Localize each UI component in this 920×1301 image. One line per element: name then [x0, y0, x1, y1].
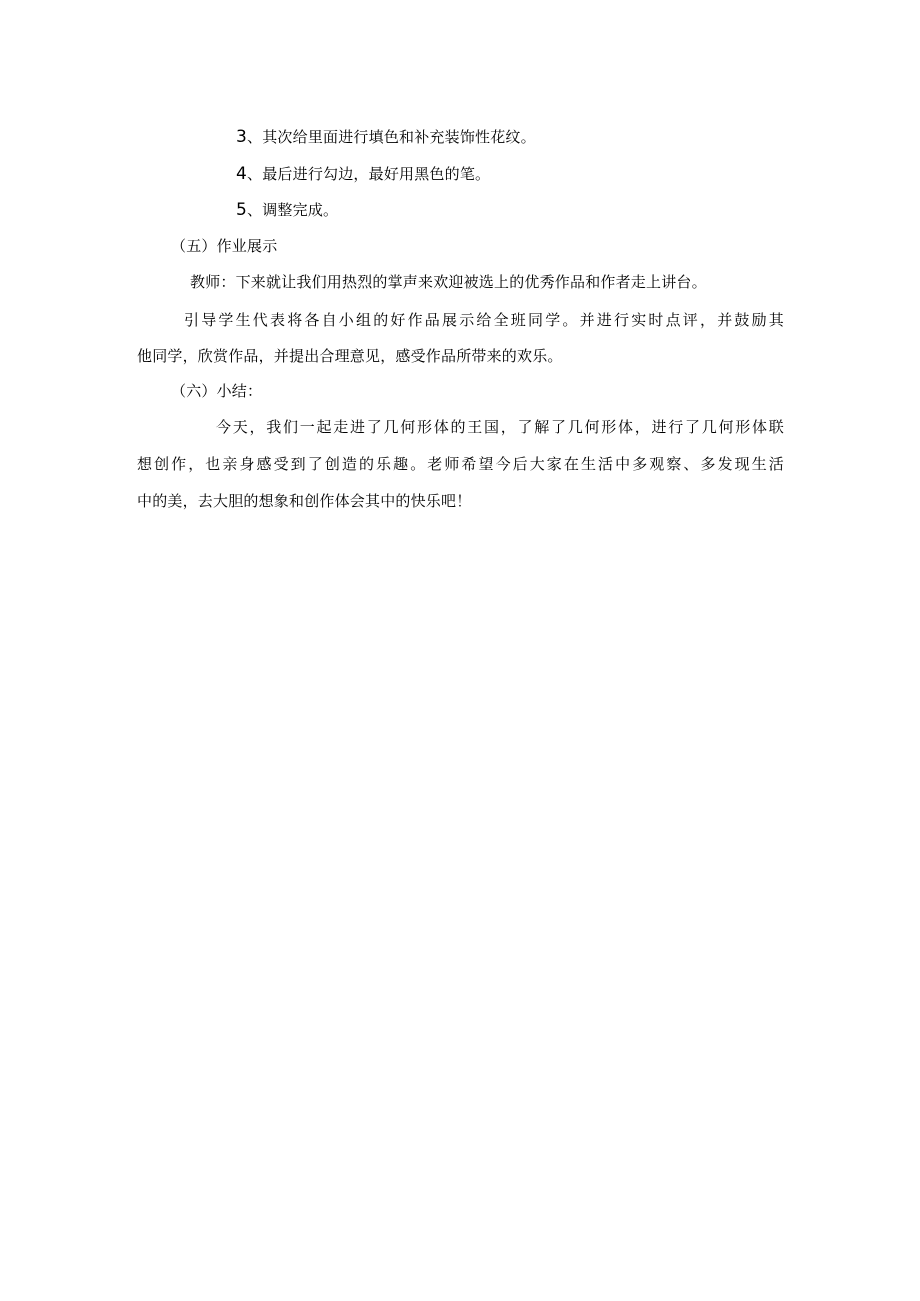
summary-line-1: 今天，我们一起走进了几何形体的王国，了解了几何形体，进行了几何形体联 — [216, 418, 784, 436]
step-4 — [236, 164, 490, 184]
step-text: 、其次给里面进行填色和补充装饰性花纹。 — [247, 128, 536, 146]
step-number: 5 — [236, 200, 248, 220]
step-number: 4 — [236, 164, 248, 184]
summary-line-3: 中的美，去大胆的想象和创作体会其中的快乐吧！ — [137, 492, 472, 510]
summary-line-2: 想创作，也亲身感受到了创造的乐趣。老师希望今后大家在生活中多观察、多发现生活 — [137, 455, 784, 473]
teacher-line: 教师：下来就让我们用热烈的掌声来欢迎被选上的优秀作品和作者走上讲台。 — [190, 273, 707, 291]
step-text: 、调整完成。 — [247, 201, 339, 219]
step-3 — [236, 127, 536, 147]
step-text: 、最后进行勾边，最好用黑色的笔。 — [247, 165, 491, 183]
step-5 — [236, 200, 338, 220]
guide-line-2: 他同学，欣赏作品，并提出合理意见，感受作品所带来的欢乐。 — [137, 347, 563, 365]
section5-heading: （五）作业展示 — [171, 237, 278, 255]
section6-heading: （六）小结： — [171, 382, 263, 400]
guide-line-1: 引导学生代表将各自小组的好作品展示给全班同学。并进行实时点评，并鼓励其 — [184, 311, 784, 329]
step-number: 3 — [236, 127, 248, 147]
